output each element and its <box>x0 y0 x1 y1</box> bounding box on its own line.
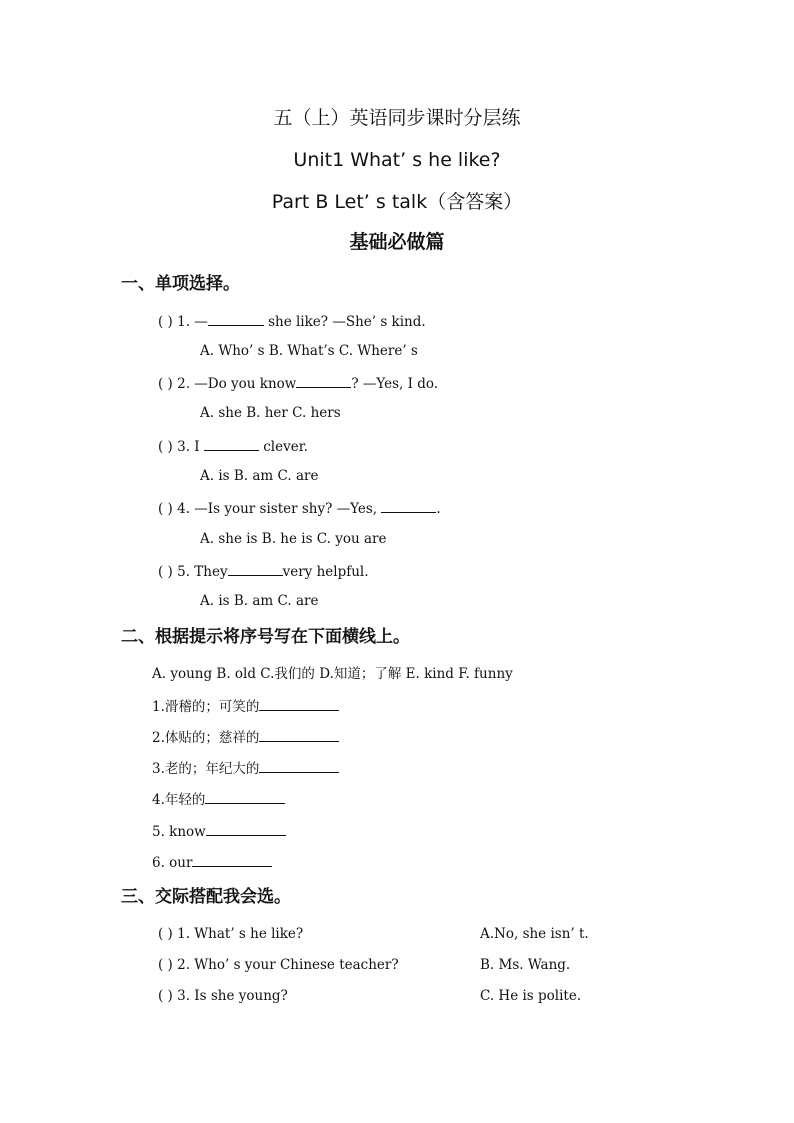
fill-item-5: 5. know <box>152 821 286 841</box>
fill-item-3: 3.老的；年纪大的 <box>152 758 339 778</box>
fill-item-4: 4.年轻的 <box>152 789 285 809</box>
question-5-options: A. is B. am C. are <box>200 593 319 609</box>
part-title: Part B Let’ s talk（含答案） <box>271 191 523 213</box>
document-title: 五（上）英语同步课时分层练 <box>273 107 521 129</box>
match-question-2: ( ) 2. Who’ s your Chinese teacher? <box>158 957 399 973</box>
question-4-options: A. she is B. he is C. you are <box>200 531 387 547</box>
level-title: 基础必做篇 <box>349 231 445 253</box>
answer-blank[interactable] <box>259 696 339 711</box>
match-answer-c: C. He is polite. <box>480 988 582 1004</box>
answer-blank[interactable] <box>204 436 259 451</box>
answer-blank[interactable] <box>259 758 339 773</box>
question-3: ( ) 3. I clever. <box>158 436 308 456</box>
section2-options: A. young B. old C.我们的 D.知道；了解 E. kind F. funny <box>152 666 513 682</box>
match-answer-b: B. Ms. Wang. <box>480 957 571 973</box>
question-1-options: A. Who’ s B. What’s C. Where’ s <box>200 343 418 359</box>
answer-blank[interactable] <box>228 561 283 576</box>
answer-blank[interactable] <box>206 821 286 836</box>
match-answer-a: A.No, she isn’ t. <box>480 926 589 942</box>
answer-blank[interactable] <box>381 498 436 513</box>
fill-item-6: 6. our <box>152 852 272 872</box>
answer-blank[interactable] <box>192 852 272 867</box>
question-4: ( ) 4. —Is your sister shy? —Yes, . <box>158 498 441 518</box>
fill-item-1: 1.滑稽的；可笑的 <box>152 696 339 716</box>
answer-blank[interactable] <box>208 311 264 326</box>
section2-heading: 二、根据提示将序号写在下面横线上。 <box>121 627 410 647</box>
question-2: ( ) 2. —Do you know ? —Yes, I do. <box>158 373 438 393</box>
answer-blank[interactable] <box>205 789 285 804</box>
question-1: ( ) 1. — she like? —She’ s kind. <box>158 311 426 331</box>
unit-title: Unit1 What’ s he like? <box>293 149 501 171</box>
answer-blank[interactable] <box>259 727 339 742</box>
match-question-1: ( ) 1. What’ s he like? <box>158 926 304 942</box>
match-question-3: ( ) 3. Is she young? <box>158 988 288 1004</box>
section3-heading: 三、交际搭配我会选。 <box>121 887 291 907</box>
answer-blank[interactable] <box>296 373 351 388</box>
question-5: ( ) 5. They very helpful. <box>158 561 369 581</box>
section1-heading: 一、单项选择。 <box>121 274 240 294</box>
fill-item-2: 2.体贴的；慈祥的 <box>152 727 339 747</box>
question-3-options: A. is B. am C. are <box>200 468 319 484</box>
question-2-options: A. she B. her C. hers <box>200 405 341 421</box>
